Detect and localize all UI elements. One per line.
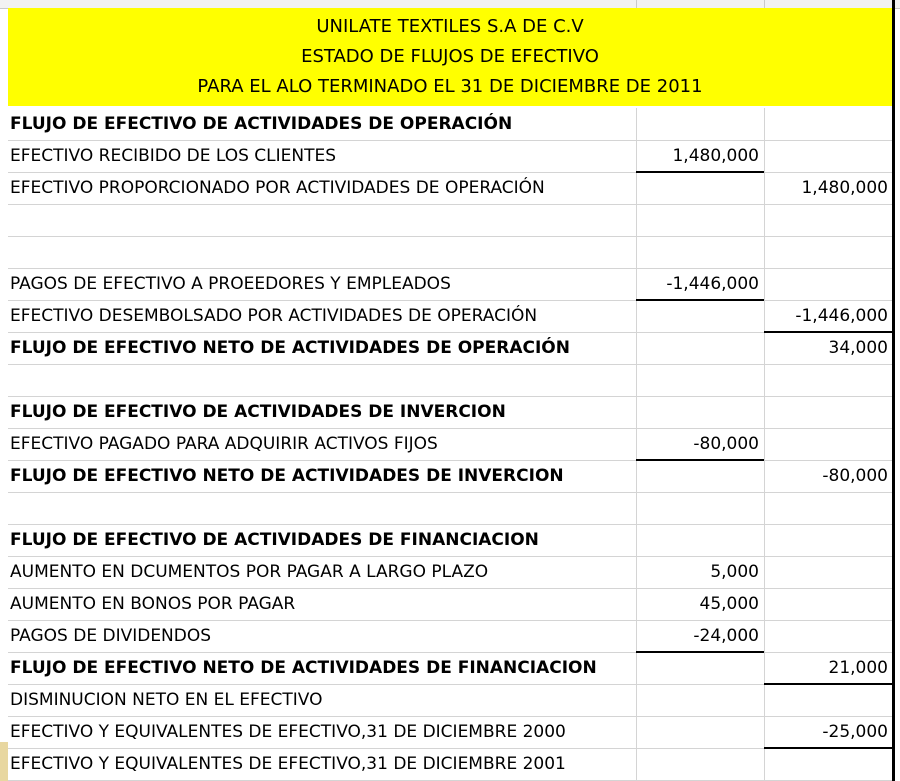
row-label[interactable]: EFECTIVO RECIBIDO DE LOS CLIENTES [10,146,337,166]
amount-column-1[interactable] [637,364,759,396]
selected-cell-marker [0,742,8,781]
amount-column-2[interactable] [766,588,888,620]
amount-column-2[interactable]: -1,446,000 [795,306,888,326]
amount-column-2[interactable]: 34,000 [828,338,888,358]
gridline-horizontal [8,204,892,205]
amount-column-1[interactable] [637,716,759,748]
row-label[interactable]: FLUJO DE EFECTIVO DE ACTIVIDADES DE INVERCION [10,402,506,422]
row-label[interactable]: DISMINUCION NETO EN EL EFECTIVO [10,690,323,710]
amount-column-2[interactable] [766,364,888,396]
amount-column-2[interactable] [766,428,888,460]
amount-column-2[interactable] [766,236,888,268]
amount-column-1[interactable] [637,652,759,684]
amount-column-2[interactable] [766,204,888,236]
amount-column-2[interactable] [766,748,888,780]
statement-header[interactable] [8,8,892,106]
right-border [892,0,895,781]
amount-column-1[interactable]: 1,480,000 [672,146,759,166]
amount-column-2[interactable] [766,140,888,172]
amount-column-1[interactable] [637,684,759,716]
amount-column-1[interactable]: -24,000 [693,626,759,646]
row-label[interactable]: EFECTIVO PROPORCIONADO POR ACTIVIDADES DE OPERACIÓN [10,178,545,198]
statement-title: ESTADO DE FLUJOS DE EFECTIVO [301,46,599,67]
amount-column-1[interactable] [637,204,759,236]
amount-column-2[interactable]: -25,000 [822,722,888,742]
gridline-horizontal [8,492,892,493]
amount-column-1[interactable] [637,172,759,204]
amount-column-1[interactable] [637,236,759,268]
amount-column-1[interactable] [637,492,759,524]
row-label[interactable]: FLUJO DE EFECTIVO NETO DE ACTIVIDADES DE OPERACIÓN [10,338,570,358]
row-label[interactable]: FLUJO DE EFECTIVO NETO DE ACTIVIDADES DE FINANCIACION [10,658,597,678]
amount-column-2[interactable]: -80,000 [822,466,888,486]
amount-column-1[interactable] [637,300,759,332]
amount-column-1[interactable] [637,748,759,780]
amount-column-1[interactable] [637,524,759,556]
row-label[interactable]: AUMENTO EN BONOS POR PAGAR [10,594,296,614]
row-label[interactable]: PAGOS DE EFECTIVO A PROEEDORES Y EMPLEADOS [10,274,451,294]
row-label[interactable]: FLUJO DE EFECTIVO DE ACTIVIDADES DE FINANCIACION [10,530,539,550]
amount-column-2[interactable] [766,524,888,556]
company-name: UNILATE TEXTILES S.A DE C.V [316,16,584,37]
gridline-horizontal [8,364,892,365]
amount-column-1[interactable] [637,460,759,492]
amount-column-2[interactable] [766,396,888,428]
amount-column-1[interactable] [637,396,759,428]
column-separator [764,0,765,8]
gridline-horizontal [8,236,892,237]
row-label[interactable]: FLUJO DE EFECTIVO DE ACTIVIDADES DE OPERACIÓN [10,114,513,134]
amount-column-2[interactable] [766,268,888,300]
amount-column-2[interactable] [766,108,888,140]
row-label[interactable]: EFECTIVO Y EQUIVALENTES DE EFECTIVO,31 DE DICIEMBRE 2000 [10,722,566,742]
amount-column-2[interactable] [766,492,888,524]
column-separator [636,0,637,8]
amount-column-1[interactable]: 5,000 [710,562,759,582]
amount-column-1[interactable] [637,108,759,140]
row-label[interactable]: FLUJO DE EFECTIVO NETO DE ACTIVIDADES DE INVERCION [10,466,564,486]
row-label[interactable]: EFECTIVO DESEMBOLSADO POR ACTIVIDADES DE OPERACIÓN [10,306,538,326]
amount-column-2[interactable]: 1,480,000 [801,178,888,198]
amount-column-1[interactable] [637,332,759,364]
amount-column-2[interactable] [766,556,888,588]
row-label[interactable]: PAGOS DE DIVIDENDOS [10,626,212,646]
amount-column-1[interactable]: 45,000 [699,594,759,614]
amount-column-1[interactable]: -1,446,000 [666,274,759,294]
row-label[interactable]: EFECTIVO PAGADO PARA ADQUIRIR ACTIVOS FIJOS [10,434,438,454]
amount-column-2[interactable] [766,684,888,716]
amount-column-1[interactable]: -80,000 [693,434,759,454]
amount-column-2[interactable] [766,620,888,652]
gridline-vertical [764,108,765,781]
amount-column-2[interactable]: 21,000 [828,658,888,678]
row-label[interactable]: EFECTIVO Y EQUIVALENTES DE EFECTIVO,31 DE DICIEMBRE 2001 [10,754,566,774]
statement-period: PARA EL ALO TERMINADO EL 31 DE DICIEMBRE DE 2011 [197,76,703,97]
row-label[interactable]: AUMENTO EN DCUMENTOS POR PAGAR A LARGO PLAZO [10,562,489,582]
